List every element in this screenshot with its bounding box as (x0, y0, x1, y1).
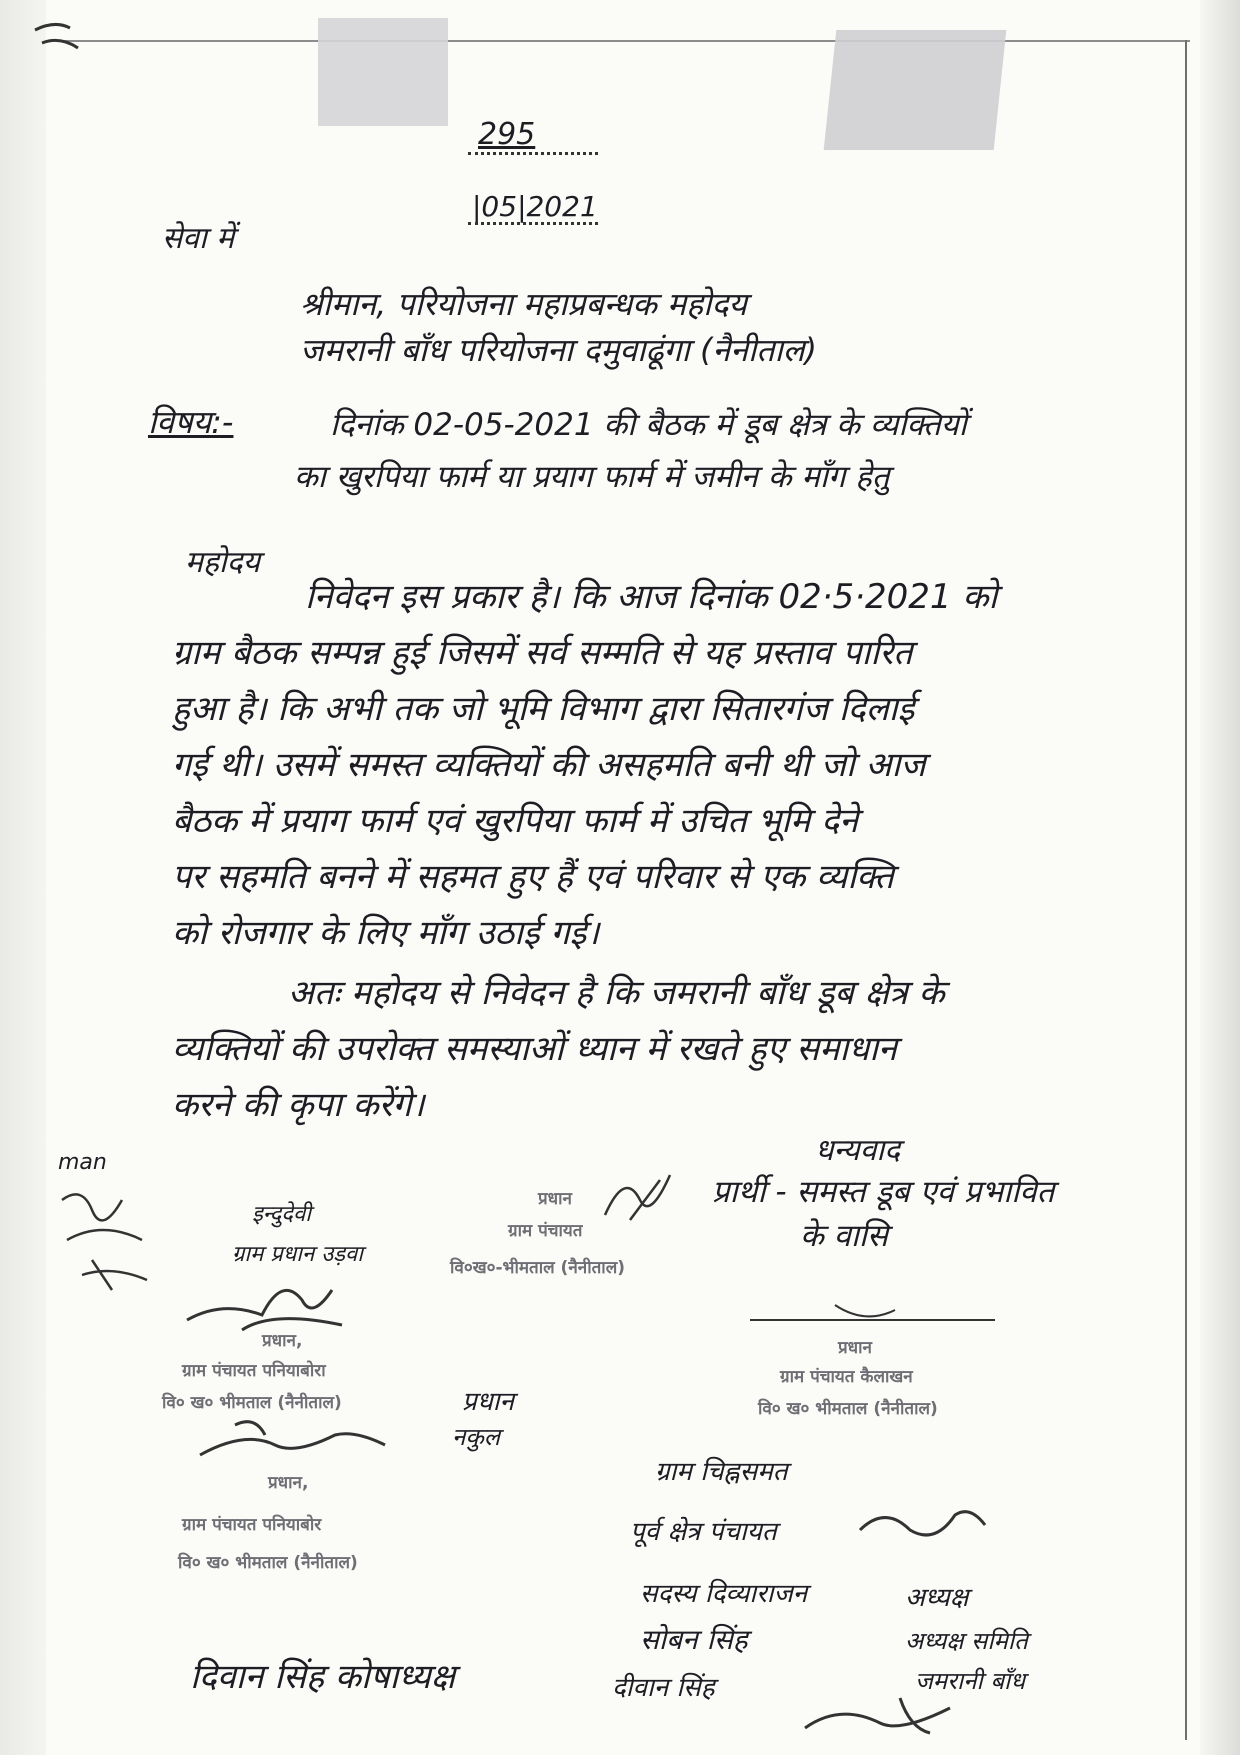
member-name: पूर्व क्षेत्र पंचायत (630, 1517, 777, 1547)
ref-dotted-line (468, 152, 598, 155)
closing-line: अतः महोदय से निवेदन है कि जमरानी बाँध डूब क्षेत्र के (288, 973, 945, 1013)
letter-ref-date: |05|2021 (472, 190, 598, 223)
stamp-line: वि० ख० भीमताल (नैनीताल) (178, 1553, 358, 1573)
stamp-role: प्रधान (538, 1189, 572, 1209)
bottom-signatory: दिवान सिंह कोषाध्यक्ष (190, 1657, 456, 1697)
addressee-line-2: जमरानी बाँध परियोजना दमुवाढूंगा (नैनीताल) (300, 331, 817, 369)
member-name: ग्राम चिह्नसमत (655, 1457, 788, 1487)
stamp-role: प्रधान, (262, 1331, 303, 1351)
member-name: जमरानी बाँध (915, 1667, 1026, 1695)
page-edge-line (1185, 40, 1187, 1740)
signatory-name: इन्दुदेवी (252, 1202, 311, 1227)
left2-signature (195, 1415, 395, 1470)
pradhan-note: प्रधान (462, 1387, 514, 1417)
stamp-line: वि० ख० भीमताल (नैनीताल) (162, 1393, 342, 1413)
stamp-role: प्रधान, (268, 1473, 309, 1493)
stamp-role: प्रधान (838, 1338, 872, 1358)
date-dotted-line (468, 222, 598, 225)
tape-piece (318, 18, 448, 126)
scan-edge-left (0, 0, 46, 1755)
closing-line: व्यक्तियों की उपरोक्त समस्याओं ध्यान में रखते हुए समाधान (172, 1029, 897, 1069)
greeting: महोदय (185, 545, 260, 580)
subject-line-2: का खुरपिया फार्म या प्रयाग फार्म में जमीन के माँग हेतु (294, 459, 890, 495)
stamp-line: वि०ख०-भीमताल (नैनीताल) (450, 1258, 625, 1278)
right-stamp-line (745, 1300, 1005, 1340)
addressee-line-1: श्रीमान, परियोजना महाप्रबन्धक महोदय (300, 285, 747, 323)
corner-scribble (30, 18, 90, 58)
body-line: गई थी। उसमें समस्त व्यक्तियों की असहमति बनी थी जो आज (172, 745, 926, 785)
stamp-line: ग्राम पंचायत पनियाबोर (182, 1515, 322, 1535)
body-line: को रोजगार के लिए माँग उठाई गई। (172, 913, 600, 953)
member-name: अध्यक्ष (905, 1583, 969, 1613)
margin-initials-signature (52, 1180, 162, 1300)
body-line: पर सहमति बनने में सहमत हुए हैं एवं परिवार से एक व्यक्ति (172, 857, 894, 897)
scan-edge-right (1200, 0, 1240, 1755)
closing-line: करने की कृपा करेंगे। (172, 1085, 425, 1125)
stamp-line: ग्राम पंचायत (508, 1221, 583, 1241)
body-line: निवेदन इस प्रकार है। कि आज दिनांक 02·5·2021 को (305, 577, 998, 617)
member-name: सोबन सिंह (640, 1623, 748, 1656)
body-line: बैठक में प्रयाग फार्म एवं खुरपिया फार्म में उचित भूमि देने (172, 801, 859, 841)
applicant-line-2: के वासि (800, 1218, 888, 1254)
body-line: ग्राम बैठक सम्पन्न हुई जिसमें सर्व सम्मति से यह प्रस्ताव पारित (172, 633, 913, 673)
applicant-line-1: प्रार्थी - समस्त डूब एवं प्रभावित (712, 1174, 1055, 1210)
subject-label: विषय:- (148, 403, 234, 441)
margin-note: man (58, 1150, 107, 1175)
member-signature (855, 1500, 995, 1550)
letter-ref-number: 295 (478, 117, 536, 152)
body-line: हुआ है। कि अभी तक जो भूमि विभाग द्वारा सितारगंज दिलाई (172, 689, 915, 729)
member-name: अध्यक्ष समिति (905, 1627, 1028, 1655)
tape-piece (824, 30, 1007, 150)
bottom-signature-name: दीवान सिंह (612, 1673, 715, 1703)
member-name: सदस्य दिव्याराजन (640, 1579, 808, 1609)
subject-line-1: दिनांक 02-05-2021 की बैठक में डूब क्षेत्र के व्यक्तियों (330, 407, 967, 443)
stamp-line: ग्राम पंचायत कैलाखन (780, 1367, 913, 1387)
bottom-right-signature (800, 1688, 960, 1748)
salutation-to: सेवा में (162, 221, 235, 256)
center-signature (600, 1160, 680, 1230)
pradhan-name: नकुल (452, 1423, 501, 1451)
thanks: धन्यवाद (815, 1133, 901, 1168)
signatory-role: ग्राम प्रधान उड़वा (232, 1242, 363, 1267)
stamp-line: वि० ख० भीमताल (नैनीताल) (758, 1399, 938, 1419)
stamp-line: ग्राम पंचायत पनियाबोरा (182, 1361, 326, 1381)
page-edge-line (60, 40, 1190, 42)
